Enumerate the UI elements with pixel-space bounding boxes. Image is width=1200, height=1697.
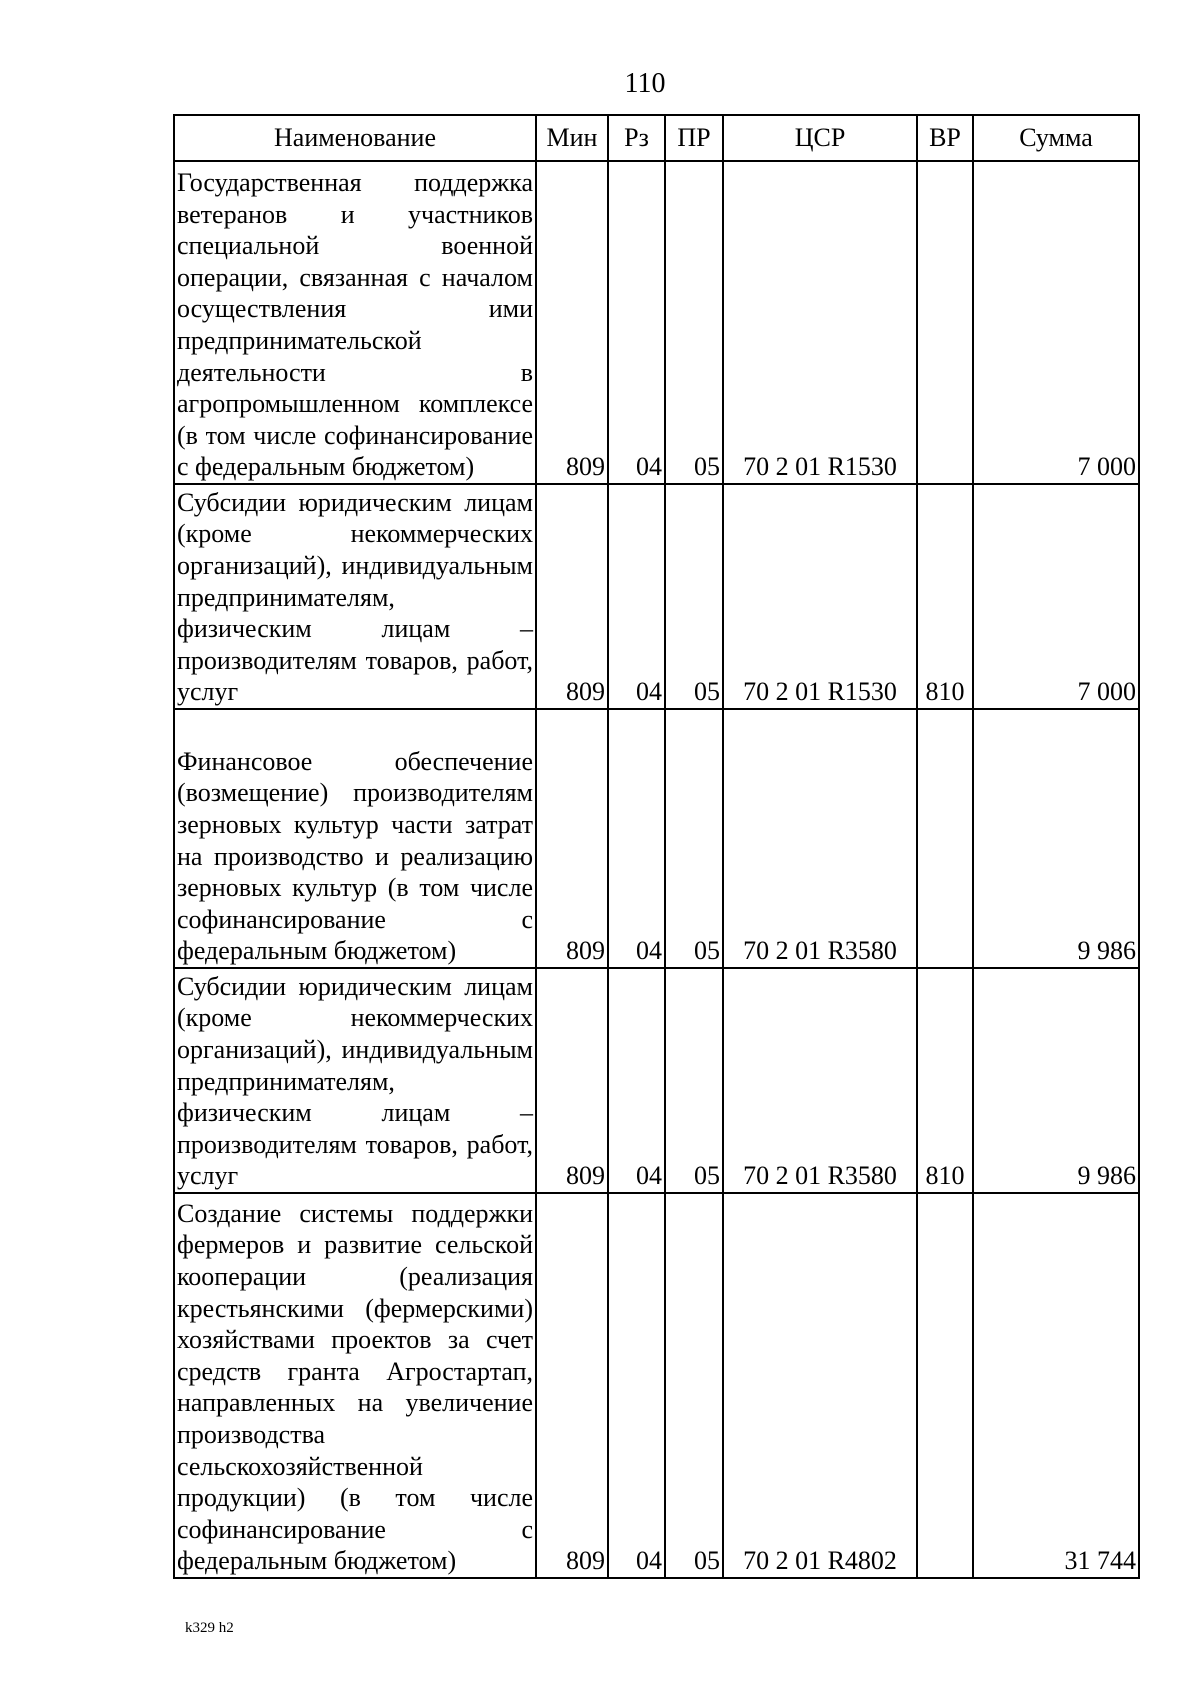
table-row — [174, 484, 1139, 709]
row-name: Финансовое обеспечение (возмещение) производителям зерновых культур части затрат на производство и реализацию зерновых культур (в том числе софинансирование с федеральным бюджетом) — [174, 709, 536, 968]
row-name: Создание системы поддержки фермеров и развитие сельской кооперации (реализация крестьянскими (фермерскими) хозяйствами проектов за счет средств гранта Агростартап, направленных на увеличение производства сельскохозяйственной продукции) (в том числе софинансирование с федеральным бюджетом) — [174, 1193, 536, 1578]
row-rz: 04 — [608, 161, 665, 484]
row-vr: 810 — [917, 968, 973, 1193]
row-sum: 9 986 — [973, 968, 1139, 1193]
row-rz: 04 — [608, 709, 665, 968]
header-sum: Сумма — [973, 115, 1139, 161]
row-min: 809 — [536, 968, 608, 1193]
row-pr: 05 — [665, 709, 723, 968]
header-rz: Рз — [608, 115, 665, 161]
row-min: 809 — [536, 161, 608, 484]
row-name: Государственная поддержка ветеранов и участников специальной военной операции, связанная с началом осуществления ими предпринимательской деятельности в агропромышленном комплексе (в том числе софинансирование с федеральным бюджетом) — [174, 161, 536, 484]
row-min: 809 — [536, 709, 608, 968]
row-csr: 70 2 01 R4802 — [723, 1193, 917, 1578]
row-rz: 04 — [608, 1193, 665, 1578]
header-min: Мин — [536, 115, 608, 161]
header-pr: ПР — [665, 115, 723, 161]
row-vr — [917, 161, 973, 484]
header-name: Наименование — [174, 115, 536, 161]
budget-table — [173, 114, 1140, 1579]
page-number: 110 — [624, 68, 666, 99]
table-header-row — [174, 115, 1139, 161]
table-row — [174, 968, 1139, 1193]
row-vr — [917, 709, 973, 968]
row-min: 809 — [536, 484, 608, 709]
row-pr: 05 — [665, 484, 723, 709]
table-row — [174, 709, 1139, 968]
row-vr: 810 — [917, 484, 973, 709]
row-pr: 05 — [665, 1193, 723, 1578]
row-sum: 7 000 — [973, 161, 1139, 484]
header-vr: ВР — [917, 115, 973, 161]
row-sum: 7 000 — [973, 484, 1139, 709]
row-sum: 31 744 — [973, 1193, 1139, 1578]
row-name: Субсидии юридическим лицам (кроме некоммерческих организаций), индивидуальным предпринимателям, физическим лицам – производителям товаров, работ, услуг — [174, 968, 536, 1193]
row-pr: 05 — [665, 161, 723, 484]
table-row — [174, 1193, 1139, 1578]
row-rz: 04 — [608, 484, 665, 709]
row-vr — [917, 1193, 973, 1578]
table-row — [174, 161, 1139, 484]
row-csr: 70 2 01 R1530 — [723, 161, 917, 484]
row-csr: 70 2 01 R3580 — [723, 709, 917, 968]
row-name: Субсидии юридическим лицам (кроме некоммерческих организаций), индивидуальным предпринимателям, физическим лицам – производителям товаров, работ, услуг — [174, 484, 536, 709]
row-min: 809 — [536, 1193, 608, 1578]
footer-code: k329 h2 — [185, 1620, 234, 1636]
row-pr: 05 — [665, 968, 723, 1193]
header-csr: ЦСР — [723, 115, 917, 161]
row-csr: 70 2 01 R1530 — [723, 484, 917, 709]
row-rz: 04 — [608, 968, 665, 1193]
row-sum: 9 986 — [973, 709, 1139, 968]
row-csr: 70 2 01 R3580 — [723, 968, 917, 1193]
